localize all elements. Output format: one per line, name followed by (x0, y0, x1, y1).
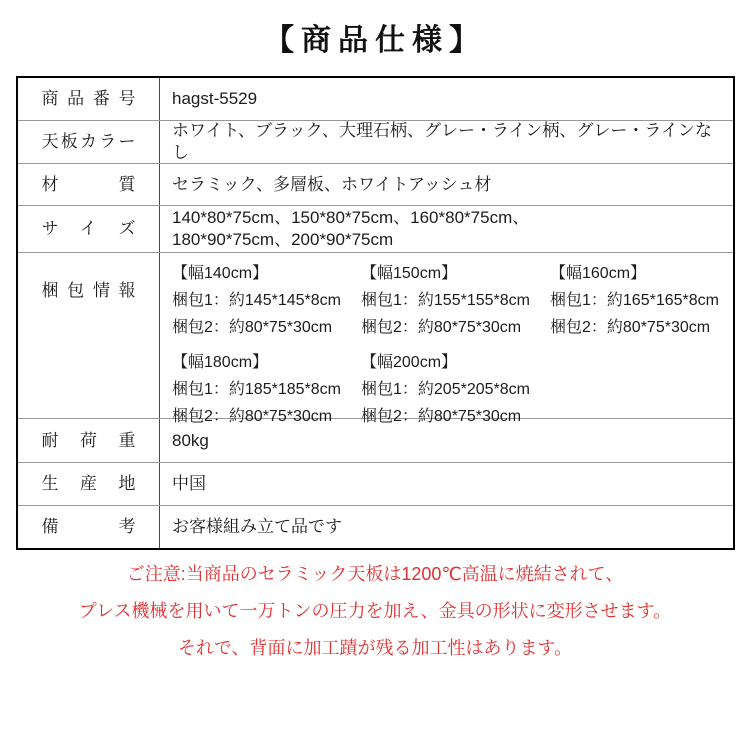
packing-group-140 (172, 260, 361, 341)
packing-line-1: 梱包1：約145*145*8cm (172, 292, 341, 309)
row-label-cell (18, 253, 160, 418)
row-label: 梱包情報 (41, 281, 136, 300)
row-label: 天板カラー (41, 132, 136, 151)
row-label-cell (18, 78, 160, 120)
packing-line-1: 梱包1：約155*155*8cm (361, 292, 530, 309)
packing-line-1: 梱包1：約185*185*8cm (172, 381, 341, 398)
row-value: セラミック、多層板、ホワイトアッシュ材 (172, 174, 492, 194)
packing-group-title: 【幅200cm】 (361, 354, 458, 371)
table-row-remarks (18, 505, 733, 548)
packing-line-2: 梱包2：約80*75*30cm (172, 319, 333, 336)
packing-groups-row-2 (172, 349, 739, 430)
packing-group-title: 【幅160cm】 (550, 265, 647, 282)
row-value: 80kg (172, 430, 209, 450)
notice-line: プレス機械を用いて一万トンの圧力を加え、金具の形状に変形させます。 (78, 601, 672, 621)
packing-group-200 (361, 349, 550, 430)
size-line-2: 180*90*75cm、200*90*75cm (172, 230, 394, 249)
row-label: 備考 (41, 517, 136, 536)
row-value (160, 206, 733, 252)
packing-line-2: 梱包2：約80*75*30cm (361, 319, 522, 336)
row-label-cell (18, 121, 160, 163)
row-label: 材質 (41, 174, 136, 194)
spec-table (16, 76, 735, 550)
packing-line-2: 梱包2：約80*75*30cm (172, 408, 333, 425)
row-label-cell (18, 164, 160, 205)
table-row-top-color (18, 120, 733, 163)
row-value: 中国 (172, 474, 206, 493)
notice-line: それで、背面に加工蹟が残る加工性はあります。 (177, 638, 573, 658)
packing-line-2: 梱包2：約80*75*30cm (550, 319, 711, 336)
row-label-cell (18, 463, 160, 505)
row-label: 商品番号 (41, 89, 136, 108)
row-label: 生産地 (41, 474, 136, 493)
table-row-packing-info (18, 252, 733, 425)
packing-group-title: 【幅180cm】 (172, 354, 269, 371)
packing-line-2: 梱包2：約80*75*30cm (361, 408, 522, 425)
table-row-item-number (18, 78, 733, 120)
row-label-cell (18, 206, 160, 252)
packing-group-150 (361, 260, 550, 341)
packing-line-1: 梱包1：約165*165*8cm (550, 292, 719, 309)
packing-group-180 (172, 349, 361, 430)
packing-line-1: 梱包1：約205*205*8cm (361, 381, 530, 398)
row-label: サイズ (41, 219, 136, 238)
notice-line: ご注意:当商品のセラミック天板は1200℃高温に焼結されて、 (126, 564, 624, 584)
row-value (160, 253, 745, 425)
row-value: お客様組み立て品です (172, 517, 342, 536)
row-value: hagst-5529 (172, 89, 258, 108)
packing-group-title: 【幅140cm】 (172, 265, 269, 282)
notice-text (0, 556, 750, 667)
table-row-origin (18, 462, 733, 505)
row-label-cell (18, 419, 160, 462)
packing-groups-row-1 (172, 260, 739, 341)
row-value: ホワイト、ブラック、大理石柄、グレー・ライン柄、グレー・ラインなし (172, 121, 712, 162)
table-row-size (18, 205, 733, 252)
row-label-cell (18, 506, 160, 548)
packing-group-title: 【幅150cm】 (361, 265, 458, 282)
table-row-load-capacity (18, 418, 733, 462)
page-title: 【商品仕様】 (264, 24, 486, 57)
packing-group-160 (550, 260, 739, 341)
table-row-material (18, 163, 733, 205)
row-label: 耐荷重 (41, 430, 136, 450)
size-line-1: 140*80*75cm、150*80*75cm、160*80*75cm、 (172, 208, 530, 227)
